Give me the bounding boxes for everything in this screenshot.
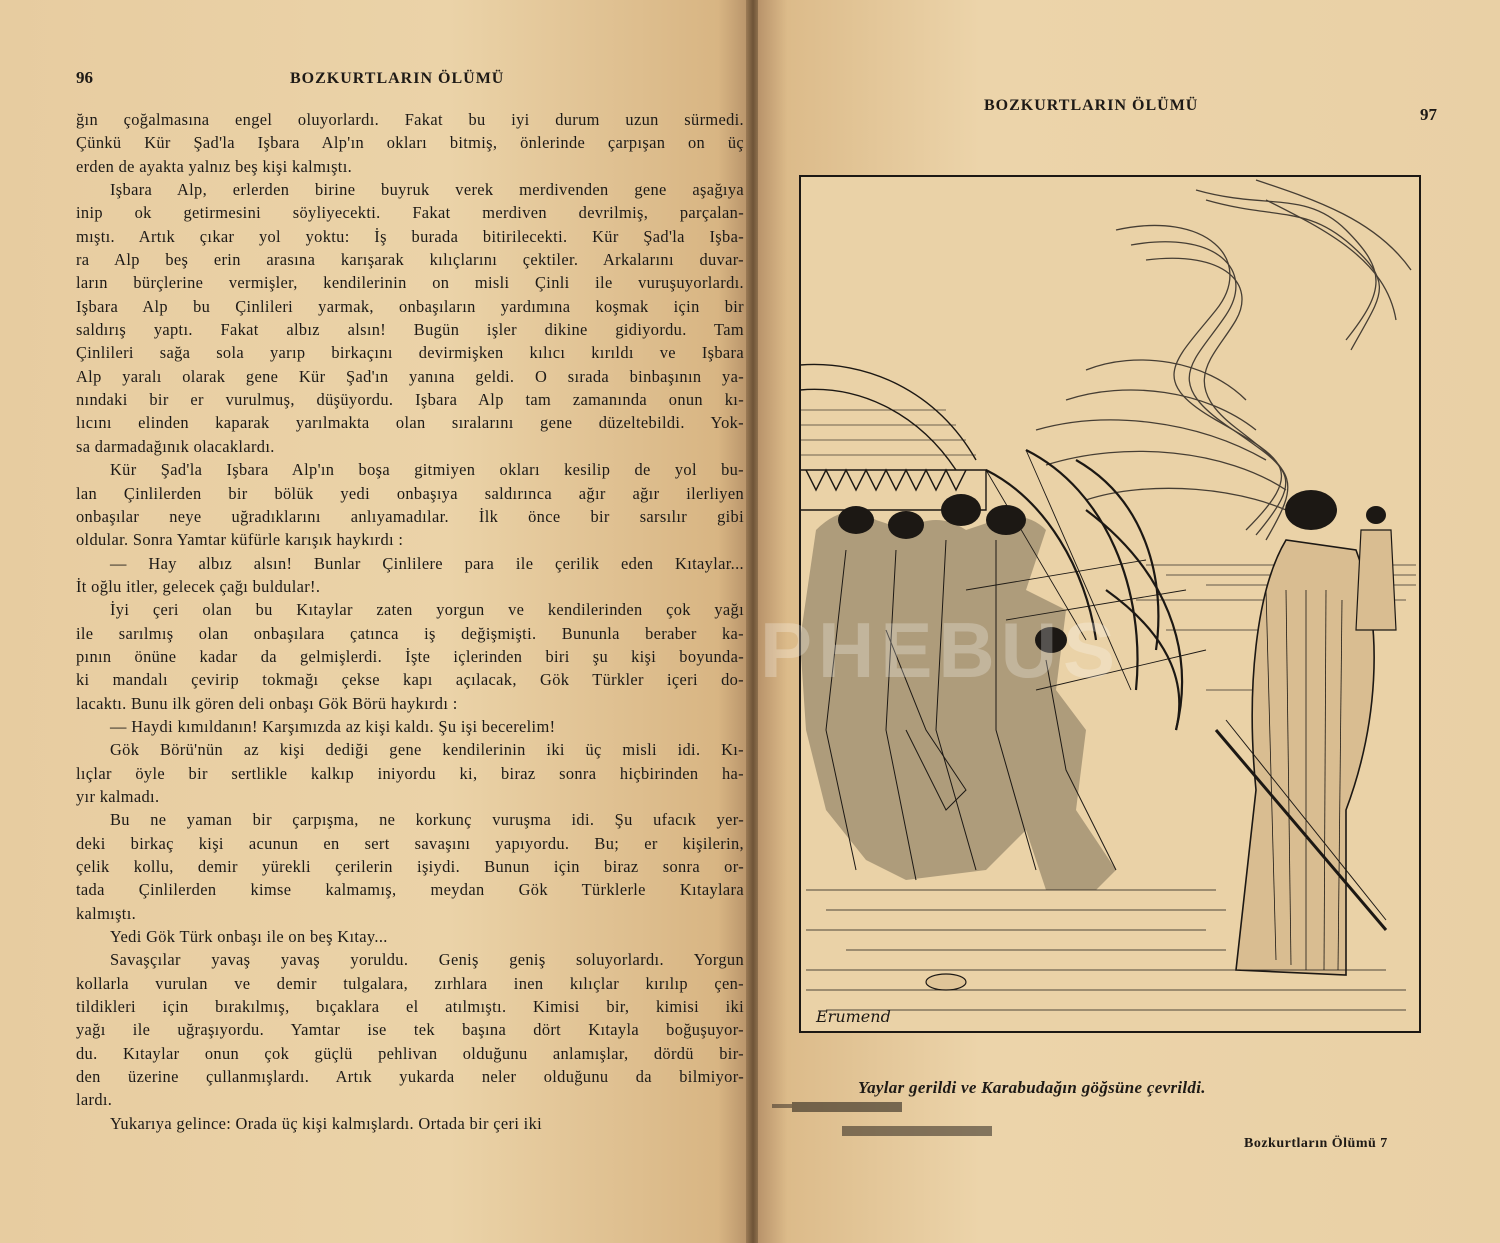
text-line: saldırış yaptı. Fakat albız alsın! Bugün işler dikine gidiyordu. Tam — [76, 320, 744, 340]
text-line: İt oğlu itler, gelecek çağı buldular!. — [76, 576, 321, 596]
text-line: Yedi Gök Türk onbaşı ile on beş Kıtay... — [110, 927, 388, 947]
text-line: — Haydi kımıldanın! Karşımızda az kişi kaldı. Şu işi becerelim! — [110, 716, 556, 736]
text-line: tildikleri için bırakılmış, bıçaklara el atılmıştı. Kimisi bir, kimisi iki — [76, 997, 744, 1017]
text-line: Yukarıya gelince: Orada üç kişi kalmışlardı. Ortada bir çeri iki — [110, 1113, 543, 1133]
text-line: onbaşılar neye uğradıklarını anlıyamadılar. İlk önce bir sarsılır gibi — [76, 506, 744, 526]
text-line: ki mandalı çevirip tokmağı çekse kapı açılacak, Gök Türkler içeri do- — [76, 670, 744, 690]
left-page — [0, 0, 748, 1243]
text-line: du. Kıtaylar onun çok güçlü pehlivan olduğunu anlamışlar, dördü bir- — [76, 1043, 744, 1063]
text-line: Kür Şad'la Işbara Alp'ın boşa gitmiyen okları kesilip de yol bu- — [110, 460, 744, 480]
text-line: mıştı. Artık çıkar yol yoktu: İş burada bitirilecekti. Kür Şad'la Işba- — [76, 226, 744, 246]
archers-illustration — [786, 170, 1422, 1034]
text-line: Işbara Alp, erlerden birine buyruk verek merdivenden gene aşağıya — [110, 180, 744, 200]
text-line: oldular. Sonra Yamtar küfürle karışık haykırdı : — [76, 530, 404, 550]
right-page-number: 97 — [1420, 105, 1437, 124]
text-line: Savaşçılar yavaş yavaş yoruldu. Geniş geniş soluyorlardı. Yorgun — [110, 950, 744, 970]
text-line: Çünkü Kür Şad'la Işbara Alp'ın okları bitmiş, önlerinde çarpışan on üç — [76, 133, 744, 153]
text-line: lan Çinlilerden bir bölük yedi onbaşıya saldırınca ağır ağır ilerliyen — [76, 483, 744, 503]
illustration-signature: Erumend — [816, 1007, 891, 1026]
text-line: erden de ayakta yalnız beş kişi kalmıştı. — [76, 156, 353, 176]
text-line: sa darmadağınık olacaklardı. — [76, 436, 275, 456]
text-line: ile sarılmış olan onbaşılara çatınca iş değişmişti. Bununla beraber ka- — [76, 623, 744, 643]
text-line: yağı ile uğraşıyordu. Yamtar ise tek başına dört Kıtayla boğuşuyor- — [76, 1020, 744, 1040]
text-line: ra Alp beş erin arasına karışarak kılıçlarını çektiler. Arkalarını duvar- — [76, 250, 744, 270]
text-line: tada Çinlilerden kimse kalmamış, meydan Gök Türklerle Kıtaylara — [76, 880, 744, 900]
text-line: kollarla vurulan ve demir tulgalara, zırhlara inen kılıçlar kırılıp çen- — [76, 973, 744, 993]
text-line: lıçlar öyle bir sertlikle kalkıp iniyordu ki, biraz sonra hiçbirinden ha- — [76, 763, 744, 783]
text-line: lacaktı. Bunu ilk gören deli onbaşı Gök Börü haykırdı : — [76, 693, 458, 713]
watermark: PHEBUS — [760, 606, 1122, 694]
right-running-header: BOZKURTLARIN ÖLÜMÜ — [984, 97, 1199, 114]
left-page-body — [76, 108, 744, 1135]
text-line: lıcını elinden kaparak yarılmakta olan sıralarını gene düzeltebildi. Yok- — [76, 413, 744, 433]
text-line: Çinlileri sağa sola yarıp birkaçını devirmişken kılıcı kırıldı ve Işbara — [76, 343, 744, 363]
illustration-caption: Yaylar gerildi ve Karabudağın göğsüne çevrildi. — [858, 1078, 1206, 1097]
text-line: — Hay albız alsın! Bunlar Çinlilere para ile çerilik eden Kıtaylar... — [110, 553, 744, 573]
left-page-number: 96 — [76, 68, 93, 87]
text-line: İyi çeri olan bu Kıtaylar zaten yorgun ve kendilerinden çok yağı — [110, 600, 744, 620]
text-line: çelik kollu, demir yürekli çerilerin işiydi. Bunun için biraz sonra or- — [76, 857, 744, 876]
text-line: nındaki bir er vurulmuş, düşüyordu. Işbara Alp tam zamanında onun kı- — [76, 390, 744, 410]
text-line: Işbara Alp bu Çinlileri yarmak, onbaşıların yardımına koşmak için bir — [76, 296, 744, 316]
left-running-header: BOZKURTLARIN ÖLÜMÜ — [290, 70, 505, 87]
ink-smudge — [772, 1096, 1012, 1142]
text-line: lardı. — [76, 1090, 113, 1110]
text-line: kalmıştı. — [76, 903, 137, 923]
text-line: ğın çoğalmasına engel oluyorlardı. Fakat bu iyi durum uzun sürmedi. — [76, 110, 744, 129]
page-footer-signature: Bozkurtların Ölümü 7 — [1244, 1136, 1388, 1151]
text-line: Bu ne yaman bir çarpışma, ne korkunç vuruşma idi. Şu ufacık yer- — [110, 810, 744, 830]
text-line: den üzerine çullanmışlardı. Artık yukarda neler olduğunu da bilmiyor- — [76, 1067, 744, 1087]
text-line: inip ok getirmesini söyliyecekti. Fakat merdiven devrilmiş, parçalan- — [76, 203, 744, 223]
text-line: Alp yaralı olarak gene Kür Şad'ın yanına geldi. O sırada binbaşının ya- — [76, 366, 744, 386]
text-line: ların bürçlerine vermişler, kendilerinin on misli Çinli ile vuruşuyorlardı. — [76, 273, 744, 293]
text-line: yır kalmadı. — [76, 786, 160, 806]
text-line: deki birkaç kişi acunun en sert savaşını yapıyordu. Bu; er kişilerin, — [76, 833, 744, 853]
text-line: pının önüne kadar da gelmişlerdi. İşte içlerinden biri şu kişi boyunda- — [76, 646, 744, 666]
text-line: Gök Börü'nün az kişi dediği gene kendilerinin iki üç misli idi. Kı- — [110, 740, 744, 760]
